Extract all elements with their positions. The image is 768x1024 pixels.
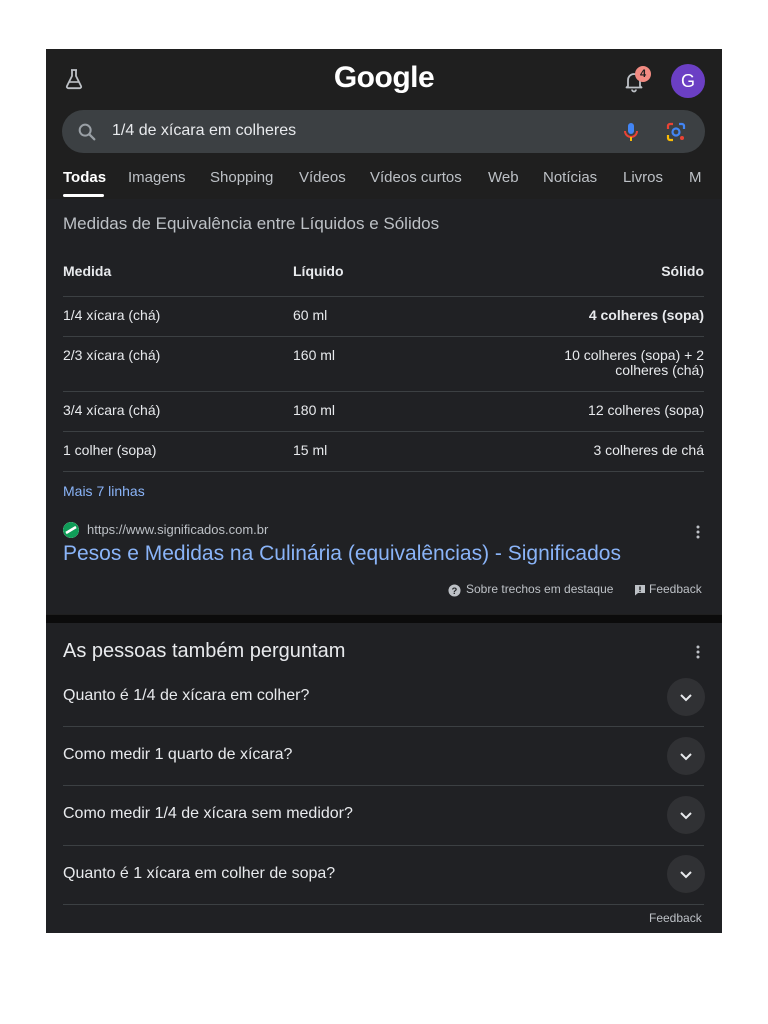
question-item[interactable]: Como medir 1/4 de xícara sem medidor? xyxy=(63,805,353,822)
about-featured-snippets-link[interactable]: Sobre trechos em destaque xyxy=(466,582,614,596)
snippet-title: Medidas de Equivalência entre Líquidos e Sólidos xyxy=(63,214,440,233)
search-bar[interactable] xyxy=(62,110,705,153)
table-cell: 10 colheres (sopa) + 2 xyxy=(564,347,704,363)
tab-videos[interactable]: Vídeos xyxy=(299,169,346,186)
google-logo[interactable]: Google xyxy=(333,61,435,94)
active-tab-indicator xyxy=(63,194,104,197)
voice-search-mic-icon[interactable] xyxy=(619,120,643,144)
paa-title: As pessoas também perguntam xyxy=(63,640,346,662)
table-divider xyxy=(63,336,704,337)
tab-shopping[interactable]: Shopping xyxy=(210,169,274,186)
result-title-link[interactable]: Pesos e Medidas na Culinária (equivalências) - Significados xyxy=(63,542,621,565)
table-cell-highlighted: 4 colheres (sopa) xyxy=(588,307,704,323)
question-item[interactable]: Quanto é 1 xícara em colher de sopa? xyxy=(63,865,336,882)
tab-more[interactable]: M xyxy=(689,169,702,186)
featured-snippet xyxy=(46,199,722,614)
table-cell: 1 colher (sopa) xyxy=(63,442,157,458)
chevron-down-icon xyxy=(667,796,705,834)
paa-feedback-link[interactable]: Feedback xyxy=(649,911,702,925)
chevron-down-icon xyxy=(667,678,705,716)
result-url[interactable]: https://www.significados.com.br xyxy=(87,522,269,537)
section-divider xyxy=(46,615,722,623)
table-divider xyxy=(63,296,704,297)
more-rows-link[interactable]: Mais 7 linhas xyxy=(63,483,145,499)
people-also-ask xyxy=(46,623,722,933)
question-item[interactable]: Como medir 1 quarto de xícara? xyxy=(63,746,293,763)
notification-count-badge: 4 xyxy=(635,66,651,82)
expand-question-button[interactable] xyxy=(667,678,705,716)
table-cell: 180 ml xyxy=(293,402,336,418)
chevron-down-icon xyxy=(667,737,705,775)
question-divider xyxy=(63,845,704,846)
expand-question-button[interactable] xyxy=(667,796,705,834)
search-results-page xyxy=(46,49,722,933)
feedback-link[interactable]: Feedback xyxy=(649,582,702,596)
table-cell: 2/3 xícara (chá) xyxy=(63,347,161,363)
table-cell: colheres (chá) xyxy=(615,362,704,378)
table-header-medida: Medida xyxy=(63,263,112,279)
expand-question-button[interactable] xyxy=(667,737,705,775)
account-avatar[interactable]: G xyxy=(671,64,705,98)
table-cell: 3 colheres de chá xyxy=(593,442,704,458)
table-cell: 1/4 xícara (chá) xyxy=(63,307,161,323)
google-lens-icon[interactable] xyxy=(664,120,688,144)
site-favicon-icon xyxy=(63,522,79,538)
tab-noticias[interactable]: Notícias xyxy=(543,169,598,186)
tab-web[interactable]: Web xyxy=(488,169,519,186)
table-cell: 160 ml xyxy=(293,347,336,363)
expand-question-button[interactable] xyxy=(667,855,705,893)
tab-livros[interactable]: Livros xyxy=(623,169,664,186)
paa-menu-icon[interactable] xyxy=(692,644,704,660)
table-cell: 3/4 xícara (chá) xyxy=(63,402,161,418)
table-header-solido: Sólido xyxy=(661,263,704,279)
result-menu-icon[interactable] xyxy=(692,524,704,540)
table-cell: 12 colheres (sopa) xyxy=(588,402,704,418)
search-input[interactable]: 1/4 de xícara em colheres xyxy=(112,122,297,139)
table-divider xyxy=(63,431,704,432)
question-divider xyxy=(63,785,704,786)
tab-todas[interactable]: Todas xyxy=(63,169,107,186)
table-divider xyxy=(63,471,704,472)
question-item[interactable]: Quanto é 1/4 de xícara em colher? xyxy=(63,687,310,704)
table-cell: 60 ml xyxy=(293,307,328,323)
tab-videos-curtos[interactable]: Vídeos curtos xyxy=(370,169,462,186)
search-icon xyxy=(76,121,98,143)
question-divider xyxy=(63,904,704,905)
table-divider xyxy=(63,391,704,392)
tab-imagens[interactable]: Imagens xyxy=(128,169,186,186)
question-divider xyxy=(63,726,704,727)
chevron-down-icon xyxy=(667,855,705,893)
svg-text:?: ? xyxy=(451,585,458,596)
table-cell: 15 ml xyxy=(293,442,328,458)
table-header-liquido: Líquido xyxy=(293,263,344,279)
